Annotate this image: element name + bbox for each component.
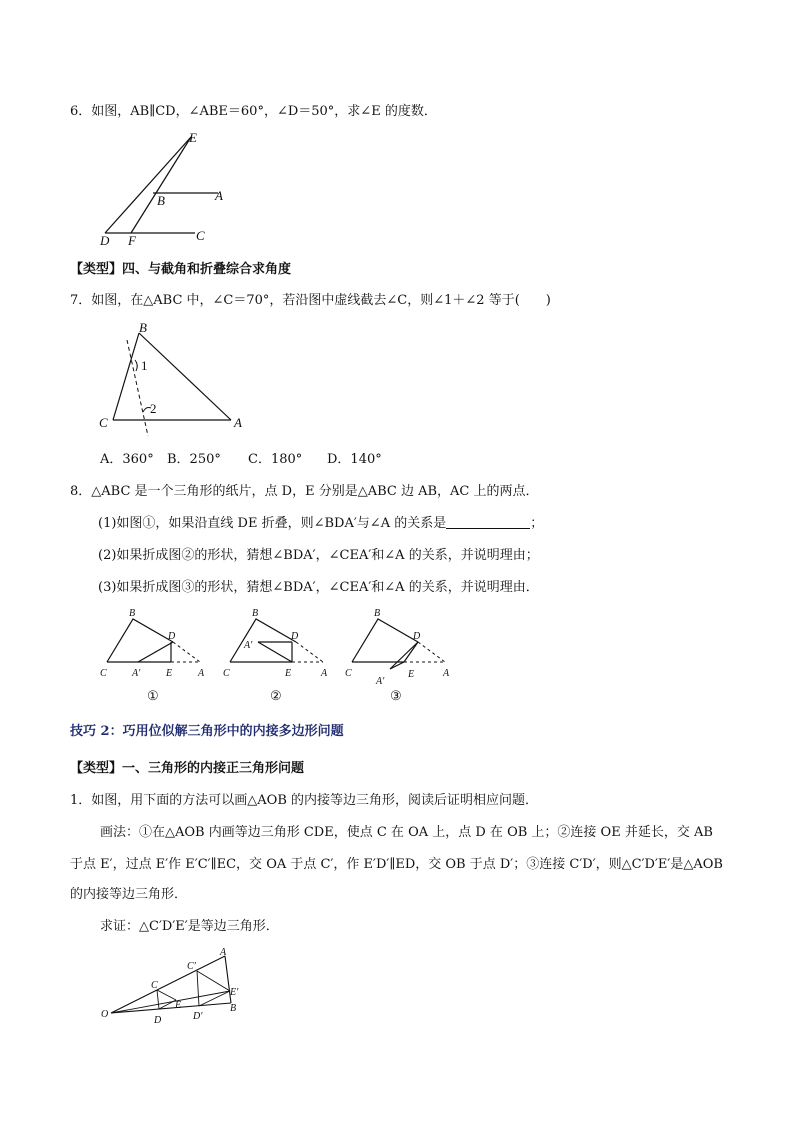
- q6-text: 6．如图，AB∥CD，∠ABE＝60°，∠D＝50°，求∠E 的度数．: [70, 104, 437, 119]
- q8-intro: 8．△ABC 是一个三角形的纸片，点 D，E 分别是△ABC 边 AB，AC 上的两点．: [70, 484, 539, 499]
- q8-figure-2: [218, 605, 338, 705]
- q1-label-c: C: [151, 980, 158, 991]
- q1-method-line3: 的内接等边三角形．: [70, 887, 188, 902]
- q7-text: 7．如图，在△ABC 中，∠C＝70°，若沿图中虚线截去∠C，则∠1＋∠2 等于( ): [70, 293, 551, 308]
- fig2-caption: ②: [270, 688, 282, 703]
- q7-label-2: 2: [150, 401, 157, 416]
- q1-label-dprime: D′: [193, 1011, 203, 1022]
- q1-method-line2: 于点 E′，过点 E′作 E′C′∥EC，交 OA 于点 C′，作 E′D′∥ED，交 OB 于点 D′；③连接 C′D′，则△C′D′E′是△AOB: [70, 857, 723, 872]
- fig1-label-c: C: [100, 668, 107, 679]
- q7-label-1: 1: [141, 358, 148, 373]
- q6-label-d: D: [100, 233, 110, 248]
- fig2-label-a: A: [321, 668, 328, 679]
- q1-intro: 1．如图，用下面的方法可以画△AOB 的内接等边三角形，阅读后证明相应问题．: [70, 793, 539, 808]
- q8-figure-1: [95, 605, 215, 705]
- q8-figure-3: [340, 605, 460, 705]
- fig1-label-e: E: [166, 668, 173, 679]
- fig3-label-a: A: [443, 668, 450, 679]
- q1-label-eprime: E′: [230, 987, 239, 998]
- q1-label-a: A: [220, 947, 227, 958]
- q6-label-a: A: [215, 188, 223, 203]
- q1-label-o: O: [101, 1009, 109, 1020]
- fig3-label-c: C: [345, 668, 352, 679]
- q1-label-cprime: C′: [187, 961, 196, 972]
- fig3-caption: ③: [390, 688, 402, 703]
- q7-figure: [95, 318, 255, 438]
- q1-label-e: E: [175, 1000, 182, 1011]
- fig1-label-d: D: [168, 631, 176, 642]
- q6-label-c: C: [196, 228, 205, 243]
- fig3-label-e: E: [408, 669, 415, 680]
- fig2-label-aprime: A′: [244, 640, 253, 651]
- q1-method-line1: 画法：①在△AOB 内画等边三角形 CDE，使点 C 在 OA 上，点 D 在 OB 上；②连接 OE 并延长，交 AB: [100, 825, 713, 840]
- answer-blank: [446, 515, 530, 529]
- fig1-caption: ①: [147, 688, 159, 703]
- q1-label-b: B: [230, 1003, 237, 1014]
- q8-part2: (2)如果折成图②的形状，猜想∠BDA′，∠CEA′和∠A 的关系，并说明理由；: [98, 548, 539, 563]
- fig3-label-aprime: A′: [376, 676, 385, 687]
- q1-label-d: D: [154, 1015, 162, 1026]
- q7-option-a: A．360°: [100, 452, 154, 467]
- fig2-label-e: E: [285, 668, 292, 679]
- fig2-label-d: D: [291, 631, 299, 642]
- q6-label-f: F: [128, 233, 136, 248]
- fig2-label-b: B: [252, 608, 259, 619]
- fig3-label-b: B: [374, 608, 381, 619]
- q7-label-b: B: [139, 320, 147, 335]
- q6-label-b: B: [157, 193, 165, 208]
- skill2-heading: 技巧 2：巧用位似解三角形中的内接多边形问题: [70, 724, 344, 739]
- type1-heading-text: 【类型】一、三角形的内接正三角形问题: [70, 761, 305, 776]
- q7-option-b: B．250°: [167, 452, 221, 467]
- q1-figure: [95, 944, 255, 1034]
- fig3-label-d: D: [413, 631, 421, 642]
- type4-heading: 【类型】四、与截角和折叠综合求角度: [70, 262, 292, 277]
- q6-figure: [95, 128, 245, 253]
- fig1-label-a: A: [198, 668, 205, 679]
- q8-part1-text: (1)如图①，如果沿直线 DE 折叠，则∠BDA′与∠A 的关系是: [98, 516, 447, 531]
- q8-part3: (3)如果折成图③的形状，猜想∠BDA′，∠CEA′和∠A 的关系，并说明理由．: [98, 580, 539, 595]
- q8-part1: [98, 515, 543, 533]
- type1-heading: [70, 760, 304, 778]
- fig2-label-c: C: [223, 668, 230, 679]
- fig1-label-aprime: A′: [132, 668, 141, 679]
- q8-part1-end: ；: [530, 516, 544, 531]
- q7-option-c: C．180°: [248, 452, 303, 467]
- fig1-label-b: B: [129, 608, 136, 619]
- q7-label-a: A: [234, 415, 242, 430]
- q7-label-c: C: [99, 415, 108, 430]
- q6-label-e: E: [189, 130, 197, 145]
- q7-option-d: D．140°: [327, 452, 382, 467]
- q1-prove: 求证：△C′D′E′是等边三角形．: [100, 919, 279, 934]
